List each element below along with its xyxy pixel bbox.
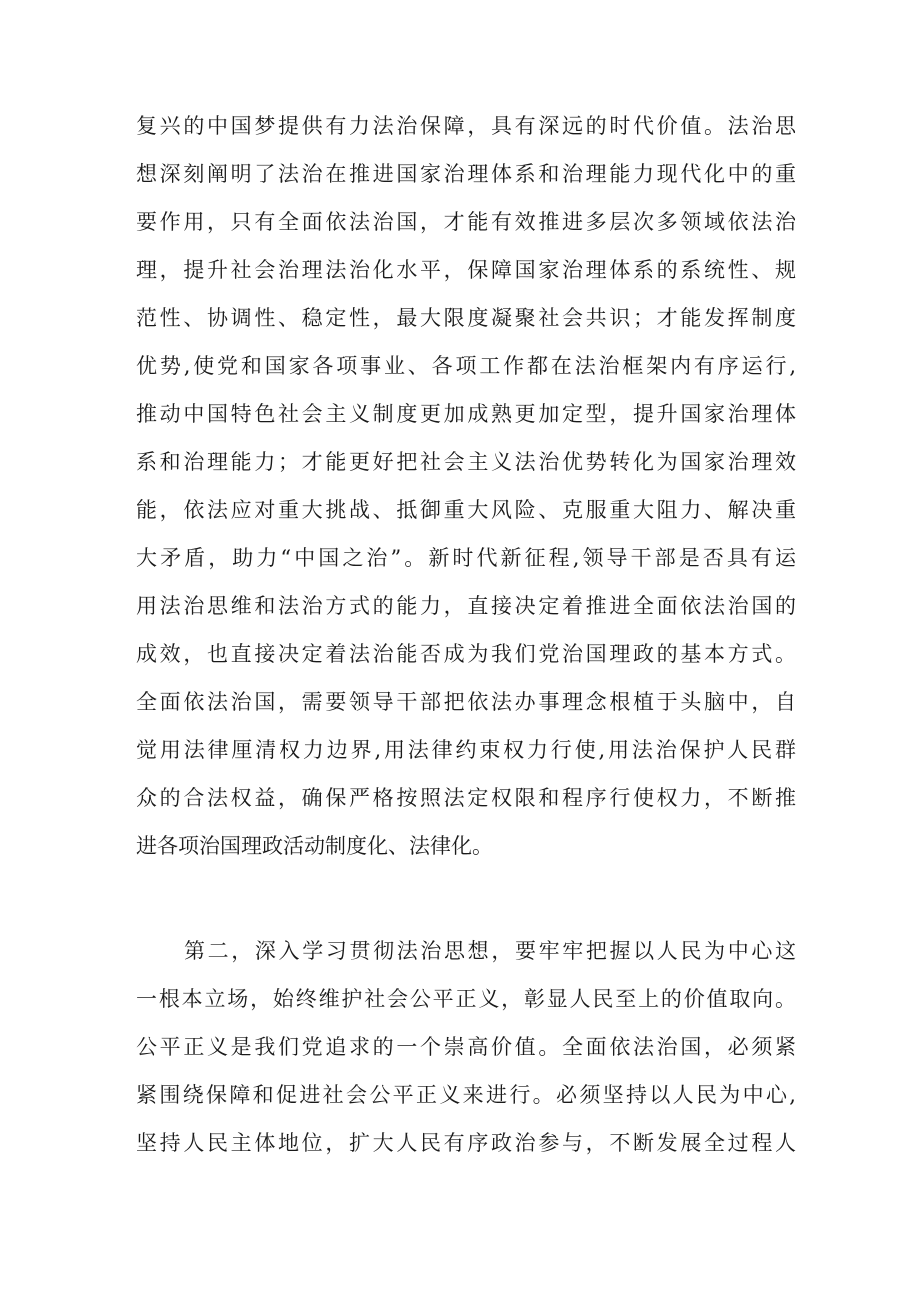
text-line: 坚持人民主体地位，扩大人民有序政治参与，不断发展全过程人 — [136, 1131, 796, 1155]
text-line: 想深刻阐明了法治在推进国家治理体系和治理能力现代化中的重 — [136, 162, 796, 186]
text-line: 全面依法治国，需要领导干部把依法办事理念根植于头脑中，自 — [136, 690, 796, 714]
text-line: 范性、协调性、稳定性，最大限度凝聚社会共识；才能发挥制度 — [136, 306, 796, 330]
text-line: 众的合法权益，确保严格按照法定权限和程序行使权力，不断推 — [136, 786, 796, 810]
text-line: 优势,使党和国家各项事业、各项工作都在法治框架内有序运行, — [136, 354, 796, 378]
text-line: 系和治理能力；才能更好把社会主义法治优势转化为国家治理效 — [136, 450, 796, 474]
text-line: 觉用法律厘清权力边界,用法律约束权力行使,用法治保护人民群 — [136, 738, 796, 762]
text-line: 公平正义是我们党追求的一个崇高价值。全面依法治国，必须紧 — [136, 1035, 796, 1059]
text-line: 复兴的中国梦提供有力法治保障，具有深远的时代价值。法治思 — [136, 114, 796, 138]
text-line: 紧围绕保障和促进社会公平正义来进行。必须坚持以人民为中心, — [136, 1083, 796, 1107]
text-line: 成效，也直接决定着法治能否成为我们党治国理政的基本方式。 — [136, 642, 796, 666]
text-line: 大矛盾，助力“中国之治”。新时代新征程,领导干部是否具有运 — [136, 546, 796, 570]
text-line: 能，依法应对重大挑战、抵御重大风险、克服重大阻力、解决重 — [136, 498, 796, 522]
text-line: 要作用，只有全面依法治国，才能有效推进多层次多领域依法治 — [136, 210, 796, 234]
text-line: 推动中国特色社会主义制度更加成熟更加定型，提升国家治理体 — [136, 402, 796, 426]
text-line: 进各项治国理政活动制度化、法律化。 — [136, 834, 493, 858]
text-line: 用法治思维和法治方式的能力，直接决定着推进全面依法治国的 — [136, 594, 796, 618]
text-line: 第二，深入学习贯彻法治思想，要牢牢把握以人民为中心这 — [184, 939, 796, 963]
text-line: 一根本立场，始终维护社会公平正义，彰显人民至上的价值取向。 — [136, 987, 796, 1011]
text-line: 理，提升社会治理法治化水平，保障国家治理体系的系统性、规 — [136, 258, 796, 282]
